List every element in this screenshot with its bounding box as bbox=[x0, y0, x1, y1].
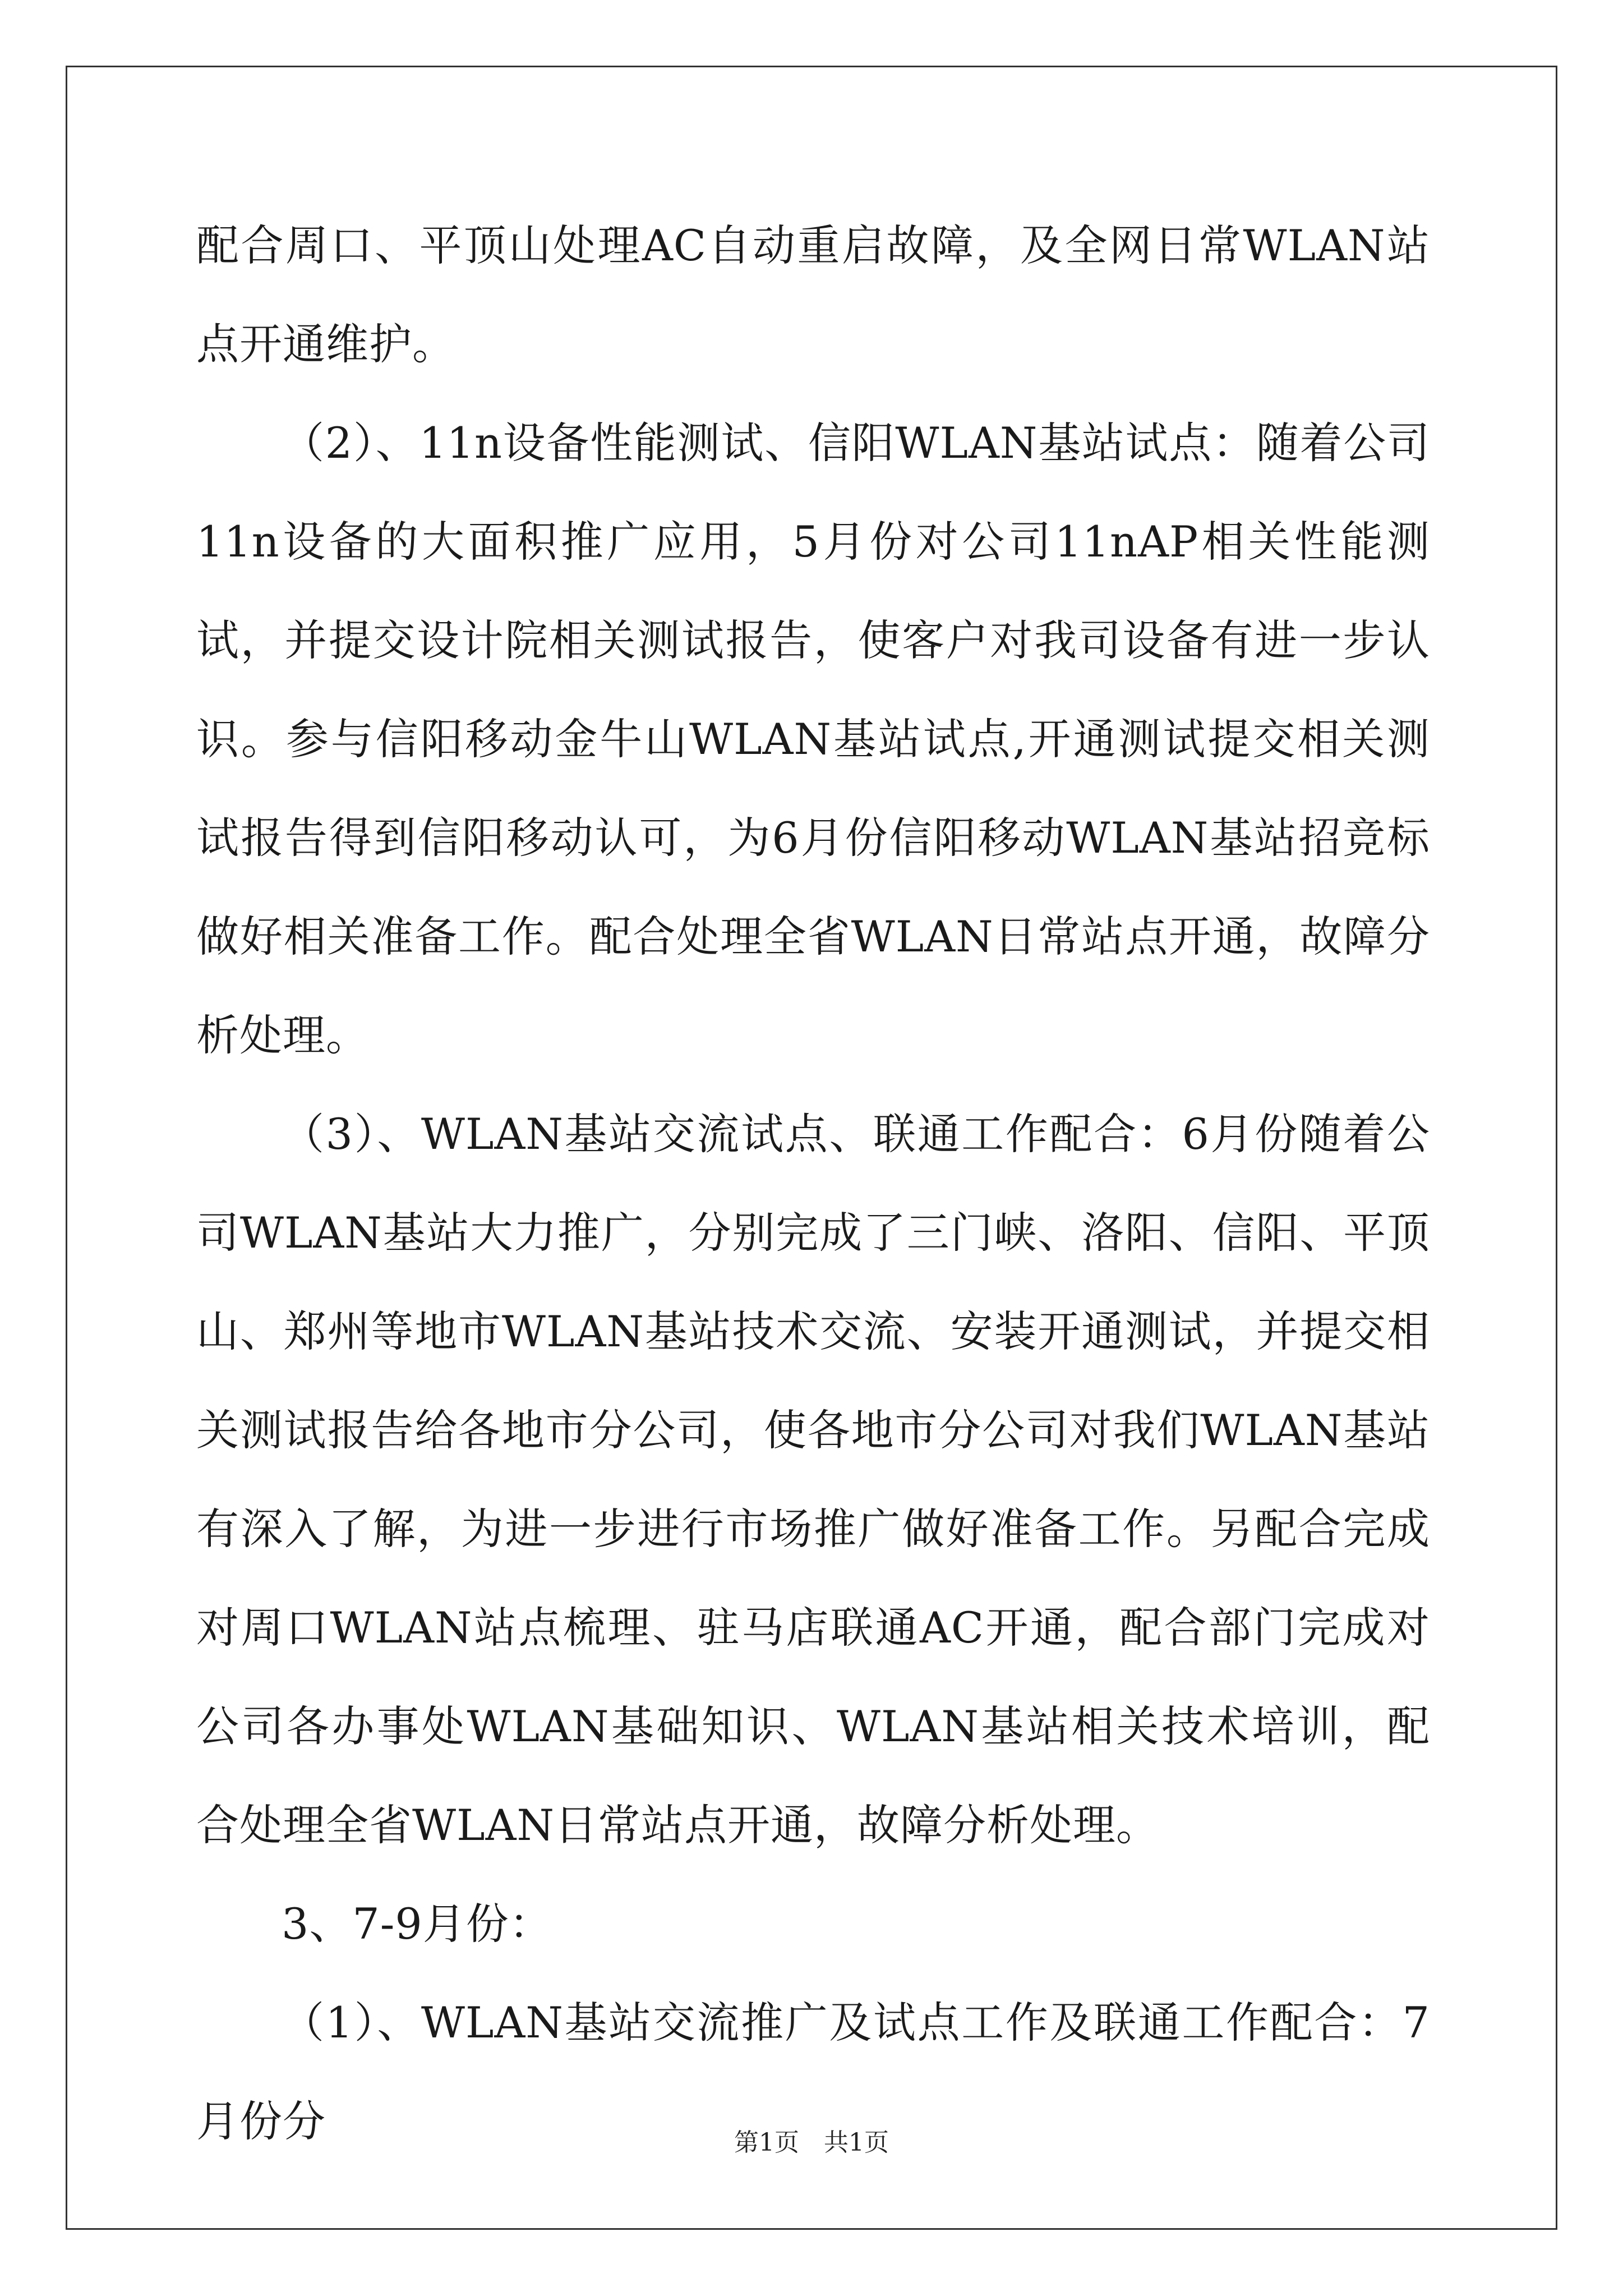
paragraph-3: （3）、WLAN基站交流试点、联通工作配合：6月份随着公司WLAN基站大力推广，分别完成了三门峡、洛阳、信阳、平顶山、郑州等地市WLAN基站技术交流、安装开通测试，并提交相关测试报告给各地市分公司，使各地市分公司对我们WLAN基站有深入了解，为进一步进行市场推广做好准备工作。另配合完成对周口WLAN站点梳理、驻马店联通AC开通，配合部门完成对公司各办事处WLAN基础知识、WLAN基站相关技术培训，配合处理全省WLAN日常站点开通，故障分析处理。 bbox=[196, 1109, 1430, 1850]
paragraph-2: （2）、11n设备性能测试、信阳WLAN基站试点：随着公司11n设备的大面积推广应用，5月份对公司11nAP相关性能测试，并提交设计院相关测试报告，使客户对我司设备有进一步认识。参与信阳移动金牛山WLAN基站试点,开通测试提交相关测试报告得到信阳移动认可，为6月份信阳移动WLAN基站招竞标做好相关准备工作。配合处理全省WLAN日常站点开通，故障分析处理。 bbox=[196, 418, 1430, 1060]
paragraph-5: （1）、WLAN基站交流推广及试点工作及联通工作配合：7月份分 bbox=[196, 1998, 1430, 2146]
document-body bbox=[196, 196, 1430, 2171]
page-number-footer: 第1页 共1页 bbox=[734, 2128, 889, 2157]
paragraph-4-heading: 3、7-9月份： bbox=[282, 1899, 552, 1949]
paragraph-1: 配合周口、平顶山处理AC自动重启故障，及全网日常WLAN站点开通维护。 bbox=[196, 220, 1430, 369]
